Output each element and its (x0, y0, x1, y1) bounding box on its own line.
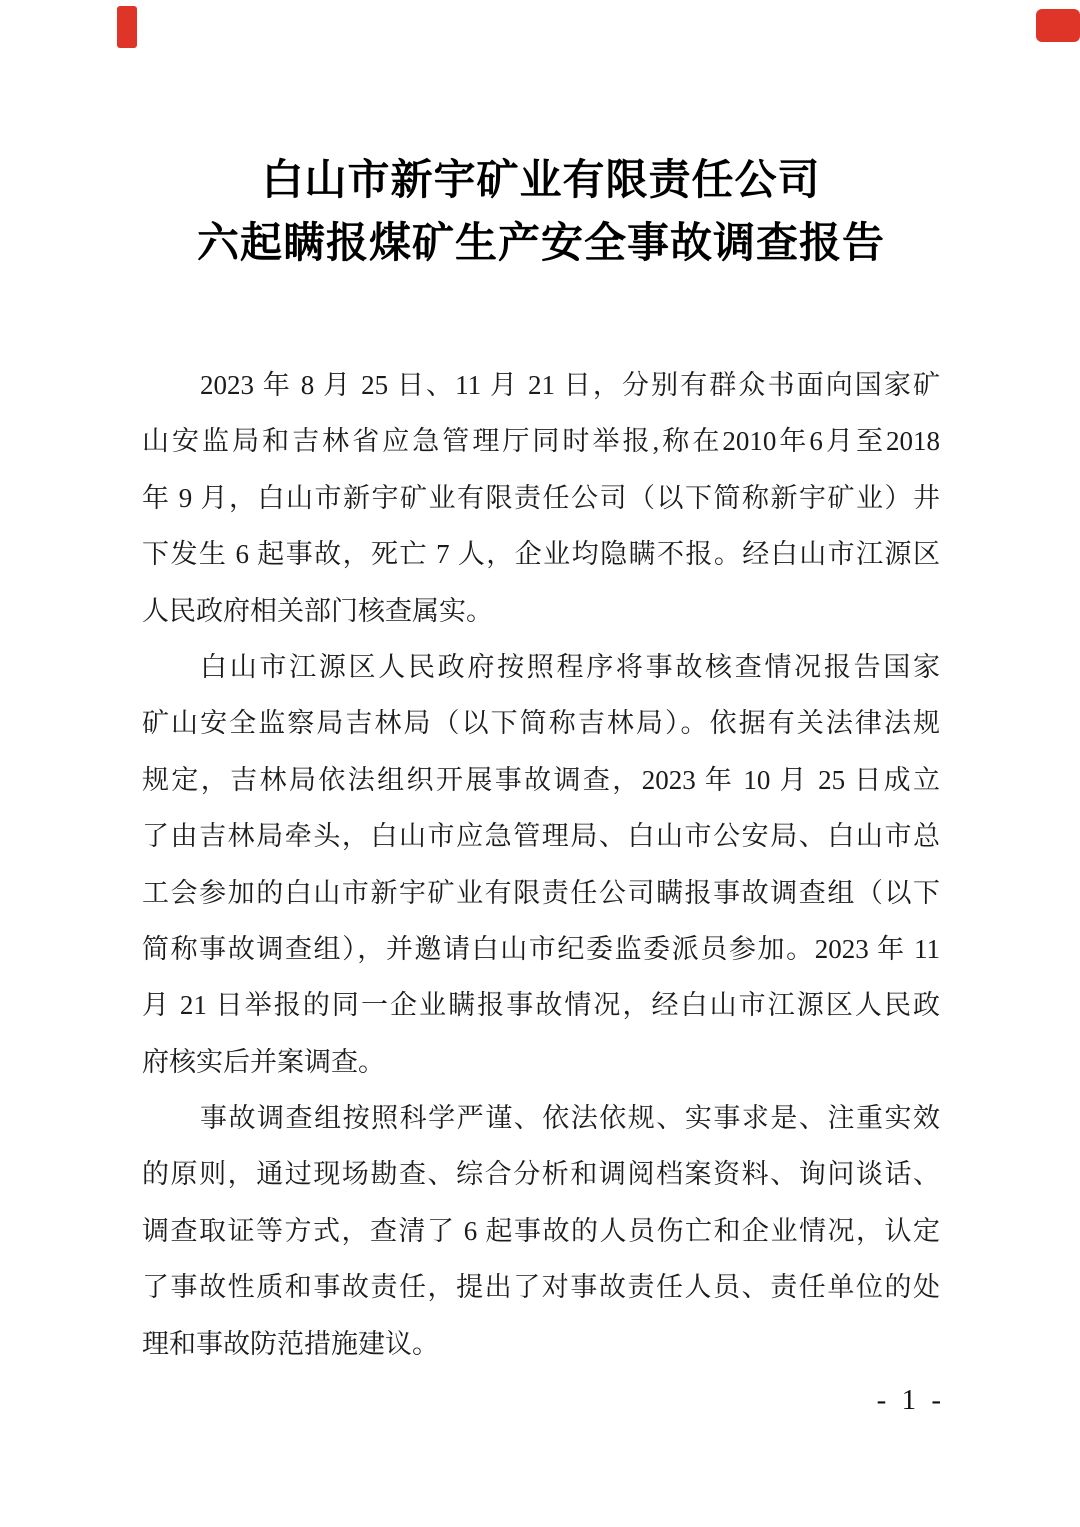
text-line: 了由吉林局牵头，白山市应急管理局、白山市公安局、白山市总 (142, 821, 940, 852)
title-line-2: 六起瞒报煤矿生产安全事故调查报告 (196, 221, 885, 267)
document-title (142, 150, 940, 276)
text-line: 理和事故防范措施建议。 (142, 1328, 439, 1359)
text-line: 调查取证等方式，查清了 6 起事故的人员伤亡和企业情况，认定 (142, 1215, 940, 1246)
text-line: 的原则，通过现场勘查、综合分析和调阅档案资料、询问谈话、 (142, 1159, 940, 1190)
paragraphs-container (142, 357, 940, 1372)
red-scan-mark-top-right (1036, 9, 1080, 42)
text-line: 工会参加的白山市新宇矿业有限责任公司瞒报事故调查组（以下 (142, 877, 940, 908)
document-body (142, 150, 940, 1372)
text-line: 府核实后并案调查。 (142, 1046, 385, 1077)
paragraph-1 (142, 357, 940, 639)
paragraph-3 (142, 1090, 940, 1372)
paragraph-2 (142, 639, 940, 1090)
text-line: 简称事故调查组），并邀请白山市纪委监委派员参加。2023 年 11 (142, 933, 940, 964)
red-scan-mark-top-left (117, 6, 137, 48)
text-line: 白山市江源区人民政府按照程序将事故核查情况报告国家 (200, 651, 940, 682)
text-line: 人民政府相关部门核查属实。 (142, 595, 493, 626)
title-line-1: 白山市新宇矿业有限责任公司 (261, 158, 821, 204)
text-line: 下发生 6 起事故，死亡 7 人，企业均隐瞒不报。经白山市江源区 (142, 539, 940, 570)
page-number: - 1 - (876, 1384, 945, 1416)
text-line: 年 9 月，白山市新宇矿业有限责任公司（以下简称新宇矿业）井 (142, 482, 940, 513)
text-line: 事故调查组按照科学严谨、依法依规、实事求是、注重实效 (200, 1103, 940, 1134)
text-line: 山安监局和吉林省应急管理厅同时举报,称在2010年6月至2018 (142, 426, 940, 457)
text-line: 矿山安全监察局吉林局（以下简称吉林局）。依据有关法律法规 (142, 708, 940, 739)
text-line: 了事故性质和事故责任，提出了对事故责任人员、责任单位的处 (142, 1272, 940, 1303)
text-line: 2023 年 8 月 25 日、11 月 21 日，分别有群众书面向国家矿 (200, 370, 940, 400)
text-line: 规定，吉林局依法组织开展事故调查，2023 年 10 月 25 日成立 (142, 764, 940, 795)
text-line: 月 21 日举报的同一企业瞒报事故情况，经白山市江源区人民政 (142, 990, 940, 1021)
